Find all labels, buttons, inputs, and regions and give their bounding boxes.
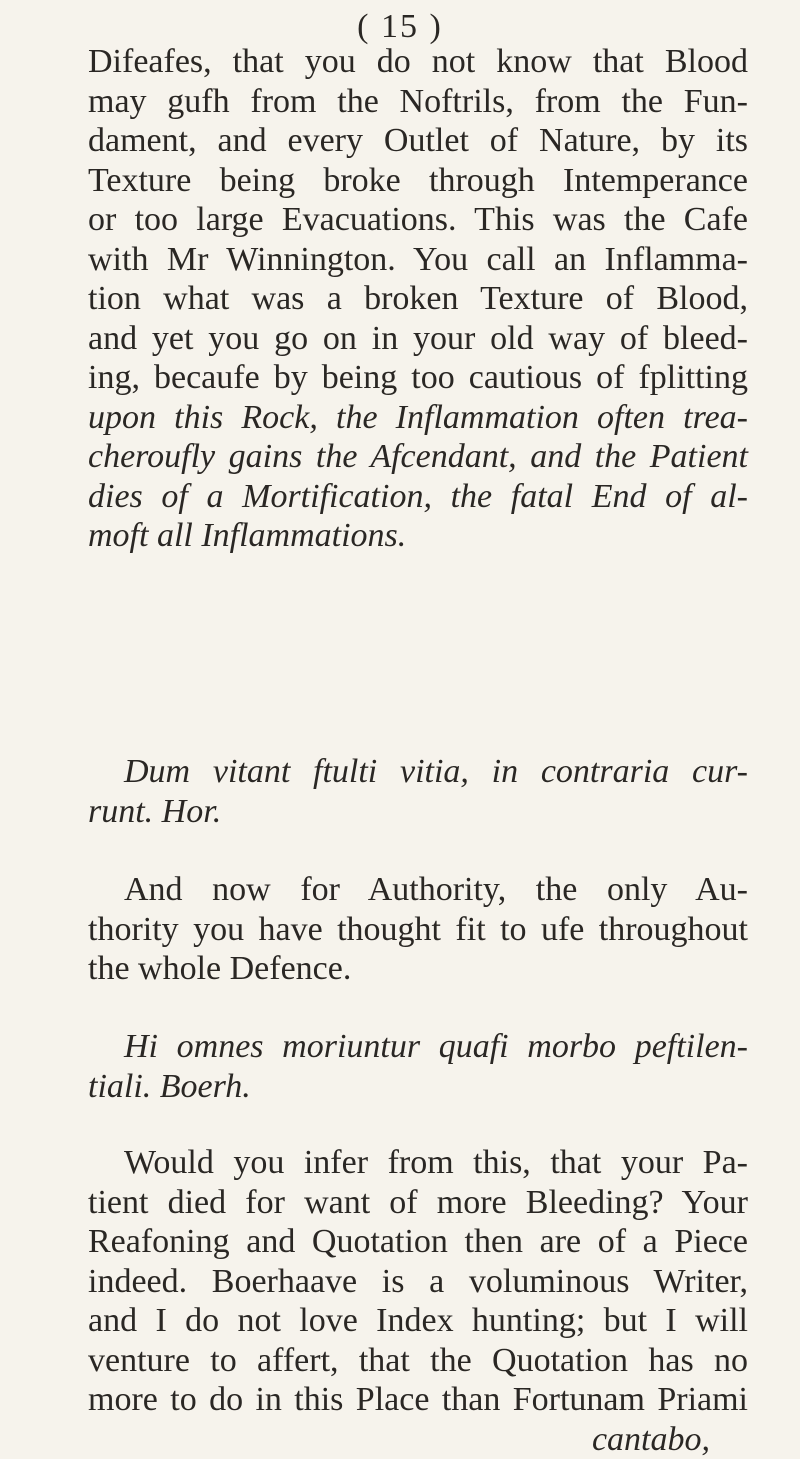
text-line: venture to affert, that the Quotation has no (88, 1341, 748, 1381)
text-line: upon this Rock, the Inflammation often trea- (88, 398, 748, 438)
text-line: dament, and every Outlet of Nature, by its (88, 121, 748, 161)
text-line: Dum vitant ftulti vitia, in contraria cur- (88, 752, 748, 792)
quotation-boerhaave (88, 1027, 748, 1106)
page-number: ( 15 ) (0, 8, 800, 46)
text-line: Reafoning and Quotation then are of a Piece (88, 1222, 748, 1262)
text-line: or too large Evacuations. This was the Cafe (88, 200, 748, 240)
paragraph-2 (88, 870, 748, 989)
text-line: more to do in this Place than Fortunam Priami (88, 1380, 748, 1420)
text-line: thority you have thought fit to ufe throughout (88, 910, 748, 950)
text-line: ing, becaufe by being too cautious of fplitting (88, 358, 748, 398)
text-line: Texture being broke through Intemperance (88, 161, 748, 201)
text-line: tiali. Boerh. (88, 1067, 748, 1107)
paragraph-1 (88, 42, 748, 556)
text-line: with Mr Winnington. You call an Inflamma- (88, 240, 748, 280)
text-line: may gufh from the Noftrils, from the Fun- (88, 82, 748, 122)
text-line: runt. Hor. (88, 792, 748, 832)
text-line: tion what was a broken Texture of Blood, (88, 279, 748, 319)
paragraph-3 (88, 1143, 748, 1459)
text-line: and I do not love Index hunting; but I will (88, 1301, 748, 1341)
quotation-horace (88, 752, 748, 831)
text-line: dies of a Mortification, the fatal End of al- (88, 477, 748, 517)
text-line: moft all Inflammations. (88, 516, 748, 556)
text-line: Hi omnes moriuntur quafi morbo peftilen- (88, 1027, 748, 1067)
text-line: Would you infer from this, that your Pa- (88, 1143, 748, 1183)
text-line: cantabo, (88, 1420, 748, 1459)
text-line: and yet you go on in your old way of bleed- (88, 319, 748, 359)
text-line: cheroufly gains the Afcendant, and the Patient (88, 437, 748, 477)
text-line: And now for Authority, the only Au- (88, 870, 748, 910)
text-line: tient died for want of more Bleeding? Your (88, 1183, 748, 1223)
text-line: the whole Defence. (88, 949, 748, 989)
text-line: indeed. Boerhaave is a voluminous Writer, (88, 1262, 748, 1302)
text-line: Difeafes, that you do not know that Blood (88, 42, 748, 82)
